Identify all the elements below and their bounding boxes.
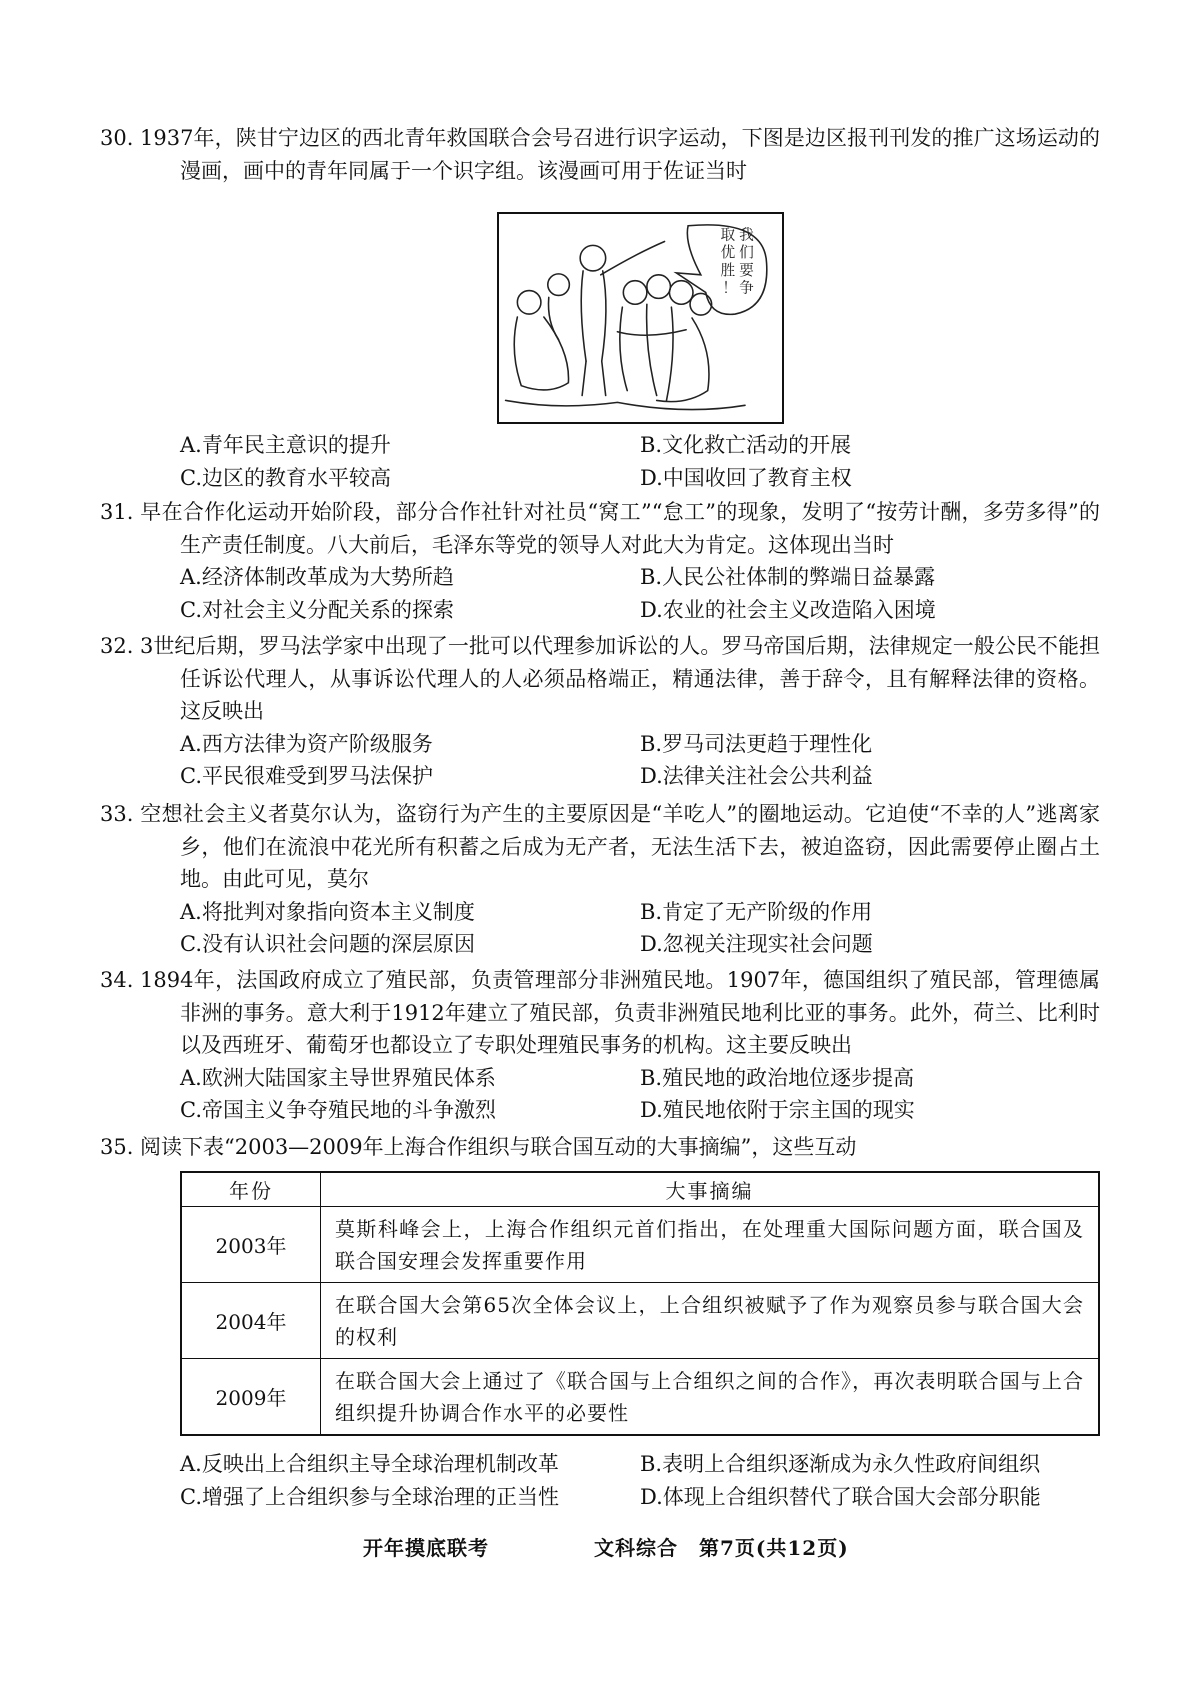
- option-letter: D.: [640, 932, 663, 956]
- question-31-stem: 31. 早在合作化运动开始阶段，部分合作社针对社员“窝工”“怠工”的现象，发明了“按劳计酬，多劳多得”的生产责任制度。八大前后，毛泽东等党的领导人对此大为肯定。这体现出当时: [100, 500, 1100, 557]
- question-30: [100, 122, 1100, 187]
- option-31b[interactable]: [640, 561, 1100, 594]
- option-text: 帝国主义争夺殖民地的斗争激烈: [202, 1098, 496, 1122]
- option-33b[interactable]: [640, 896, 1100, 929]
- cartoon-caption: 我 们 要 争 取 优 胜 ！: [720, 226, 754, 297]
- footer-page-info: 文科综合 第7页(共12页): [594, 1536, 849, 1560]
- table-row: [181, 1207, 1099, 1283]
- question-34-stem: 34. 1894年，法国政府成立了殖民部，负责管理部分非洲殖民地。1907年，德国组织了殖民部，管理德属非洲的事务。意大利于1912年建立了殖民部，负责非洲殖民地利比亚的事务。此外，荷兰、比利时以及西班牙、葡萄牙也都设立了专职处理殖民事务的机构。这主要反映出: [100, 968, 1100, 1057]
- option-33c[interactable]: [180, 928, 640, 961]
- question-32-options: [180, 728, 1100, 793]
- option-33a[interactable]: [180, 896, 640, 929]
- option-text: 殖民地的政治地位逐步提高: [662, 1065, 915, 1090]
- option-letter: B.: [640, 899, 663, 924]
- option-32d[interactable]: [640, 760, 1100, 793]
- option-33d[interactable]: [640, 928, 1100, 961]
- option-text: 没有认识社会问题的深层原因: [202, 932, 475, 956]
- option-text: 殖民地依附于宗主国的现实: [662, 1098, 915, 1122]
- events-table: [180, 1171, 1100, 1436]
- option-32c[interactable]: [180, 760, 640, 793]
- option-text: 法律关注社会公共利益: [662, 764, 873, 788]
- question-35-stem: 35. 阅读下表“2003—2009年上海合作组织与联合国互动的大事摘编”，这些互动: [100, 1135, 857, 1159]
- question-31-options: [180, 561, 1100, 626]
- option-30c[interactable]: [180, 462, 640, 495]
- question-31: [100, 496, 1100, 626]
- question-33-text: 空想社会主义者莫尔认为，盗窃行为产生的主要原因是“羊吃人”的圈地运动。它迫使“不幸的人”逃离家乡，他们在流浪中花光所有积蓄之后成为无产者，无法生活下去，被迫盗窃，因此需要停止圈占土地。由此可见，莫尔: [140, 802, 1100, 891]
- option-letter: C.: [180, 597, 202, 622]
- option-letter: A.: [180, 565, 202, 589]
- option-letter: C.: [180, 1098, 202, 1122]
- table-cell-year: 2004年: [181, 1283, 321, 1359]
- question-32-stem: 32. 3世纪后期，罗马法学家中出现了一批可以代理参加诉讼的人。罗马帝国后期，法律规定一般公民不能担任诉讼代理人，从事诉讼代理人的人必须品格端正，精通法律，善于辞令，且有解释法律的资格。这反映出: [100, 634, 1100, 723]
- option-35d[interactable]: [640, 1481, 1100, 1514]
- option-letter: D.: [640, 764, 663, 788]
- question-34: [100, 964, 1100, 1127]
- table-row: [181, 1359, 1099, 1436]
- table-cell-event: 在联合国大会第65次全体会议上，上合组织被赋予了作为观察员参与联合国大会的权利: [321, 1283, 1100, 1359]
- question-32-text: 3世纪后期，罗马法学家中出现了一批可以代理参加诉讼的人。罗马帝国后期，法律规定一般公民不能担任诉讼代理人，从事诉讼代理人的人必须品格端正，精通法律，善于辞令，且有解释法律的资格。这反映出: [140, 634, 1100, 723]
- option-32b[interactable]: [640, 728, 1100, 761]
- option-text: 将批判对象指向资本主义制度: [201, 899, 475, 924]
- option-30b[interactable]: [640, 429, 1100, 462]
- option-letter: B.: [640, 433, 663, 457]
- option-31a[interactable]: [180, 561, 640, 594]
- table-cell-event: 在联合国大会上通过了《联合国与上合组织之间的合作》，再次表明联合国与上合组织提升协调合作水平的必要性: [321, 1359, 1100, 1436]
- option-text: 青年民主意识的提升: [201, 433, 391, 457]
- question-30-options-block: [140, 429, 1100, 494]
- option-text: 忽视关注现实社会问题: [662, 932, 873, 956]
- question-32: [100, 630, 1100, 793]
- option-letter: C.: [180, 465, 202, 490]
- table-header-year: 年份: [181, 1172, 321, 1207]
- question-35-options: [180, 1448, 1100, 1513]
- question-35: [100, 1131, 1100, 1164]
- footer-exam-name: 开年摸底联考: [363, 1536, 489, 1560]
- option-text: 农业的社会主义改造陷入困境: [662, 597, 936, 622]
- option-35b[interactable]: [640, 1448, 1100, 1481]
- option-34c[interactable]: [180, 1094, 640, 1127]
- option-text: 经济体制改革成为大势所趋: [201, 565, 454, 589]
- option-34d[interactable]: [640, 1094, 1100, 1127]
- question-31-text: 早在合作化运动开始阶段，部分合作社针对社员“窝工”“怠工”的现象，发明了“按劳计酬，多劳多得”的生产责任制度。八大前后，毛泽东等党的领导人对此大为肯定。这体现出当时: [140, 500, 1100, 557]
- option-34b[interactable]: [640, 1062, 1100, 1095]
- question-33-options: [180, 896, 1100, 961]
- option-text: 欧洲大陆国家主导世界殖民体系: [201, 1065, 496, 1090]
- cartoon-drawing: [499, 214, 782, 422]
- option-letter: B.: [640, 1452, 663, 1476]
- option-letter: D.: [640, 1098, 663, 1122]
- table-header-events: 大事摘编: [321, 1172, 1100, 1207]
- option-text: 平民很难受到罗马法保护: [202, 764, 433, 788]
- table-cell-year: 2009年: [181, 1359, 321, 1436]
- option-letter: D.: [640, 1484, 663, 1509]
- option-letter: A.: [180, 1065, 202, 1090]
- option-32a[interactable]: [180, 728, 640, 761]
- option-letter: A.: [180, 731, 202, 756]
- option-text: 肯定了无产阶级的作用: [662, 899, 873, 924]
- option-31d[interactable]: [640, 594, 1100, 627]
- option-30d[interactable]: [640, 462, 1100, 495]
- question-30-options: [180, 429, 1100, 494]
- question-35-text: 阅读下表“2003—2009年上海合作组织与联合国互动的大事摘编”，这些互动: [140, 1135, 857, 1159]
- table-row: [181, 1283, 1099, 1359]
- option-letter: A.: [180, 899, 202, 924]
- option-letter: D.: [640, 597, 663, 622]
- option-text: 罗马司法更趋于理性化: [662, 731, 873, 756]
- option-letter: B.: [640, 1065, 663, 1090]
- question-34-options: [180, 1062, 1100, 1127]
- question-33-stem: 33. 空想社会主义者莫尔认为，盗窃行为产生的主要原因是“羊吃人”的圈地运动。它迫使“不幸的人”逃离家乡，他们在流浪中花光所有积蓄之后成为无产者，无法生活下去，被迫盗窃，因此需要停止圈占土地。由此可见，莫尔: [100, 802, 1100, 891]
- option-text: 反映出上合组织主导全球治理机制改革: [201, 1452, 559, 1476]
- question-33: [100, 798, 1100, 961]
- option-30a[interactable]: [180, 429, 640, 462]
- table-cell-event: 莫斯科峰会上，上海合作组织元首们指出，在处理重大国际问题方面，联合国及联合国安理会发挥重要作用: [321, 1207, 1100, 1283]
- option-35a[interactable]: [180, 1448, 640, 1481]
- literacy-cartoon: [497, 212, 784, 424]
- question-35-options-block: [140, 1448, 1100, 1513]
- option-text: 对社会主义分配关系的探索: [202, 597, 454, 622]
- option-letter: D.: [640, 465, 663, 490]
- option-letter: A.: [180, 433, 202, 457]
- option-text: 体现上合组织替代了联合国大会部分职能: [662, 1484, 1041, 1509]
- option-letter: B.: [640, 565, 663, 589]
- question-30-stem: 30. 1937年，陕甘宁边区的西北青年救国联合会号召进行识字运动，下图是边区报刊刊发的推广这场运动的漫画，画中的青年同属于一个识字组。该漫画可用于佐证当时: [100, 126, 1100, 183]
- option-letter: C.: [180, 764, 202, 788]
- option-text: 西方法律为资产阶级服务: [201, 731, 433, 756]
- option-text: 边区的教育水平较高: [202, 465, 391, 490]
- option-35c[interactable]: [180, 1481, 640, 1514]
- question-30-text: 1937年，陕甘宁边区的西北青年救国联合会号召进行识字运动，下图是边区报刊刊发的推广这场运动的漫画，画中的青年同属于一个识字组。该漫画可用于佐证当时: [140, 126, 1100, 183]
- option-letter: C.: [180, 1484, 202, 1509]
- option-text: 增强了上合组织参与全球治理的正当性: [202, 1484, 559, 1509]
- option-letter: C.: [180, 932, 202, 956]
- option-text: 表明上合组织逐渐成为永久性政府间组织: [662, 1452, 1041, 1476]
- option-text: 文化救亡活动的开展: [662, 433, 852, 457]
- table-cell-year: 2003年: [181, 1207, 321, 1283]
- question-34-text: 1894年，法国政府成立了殖民部，负责管理部分非洲殖民地。1907年，德国组织了殖民部，管理德属非洲的事务。意大利于1912年建立了殖民部，负责非洲殖民地利比亚的事务。此外，荷兰、比利时以及西班牙、葡萄牙也都设立了专职处理殖民事务的机构。这主要反映出: [140, 968, 1100, 1057]
- option-text: 中国收回了教育主权: [662, 465, 852, 490]
- option-letter: A.: [180, 1452, 202, 1476]
- option-letter: B.: [640, 731, 663, 756]
- option-31c[interactable]: [180, 594, 640, 627]
- option-34a[interactable]: [180, 1062, 640, 1095]
- table-header-row: [181, 1172, 1099, 1207]
- option-text: 人民公社体制的弊端日益暴露: [662, 565, 936, 589]
